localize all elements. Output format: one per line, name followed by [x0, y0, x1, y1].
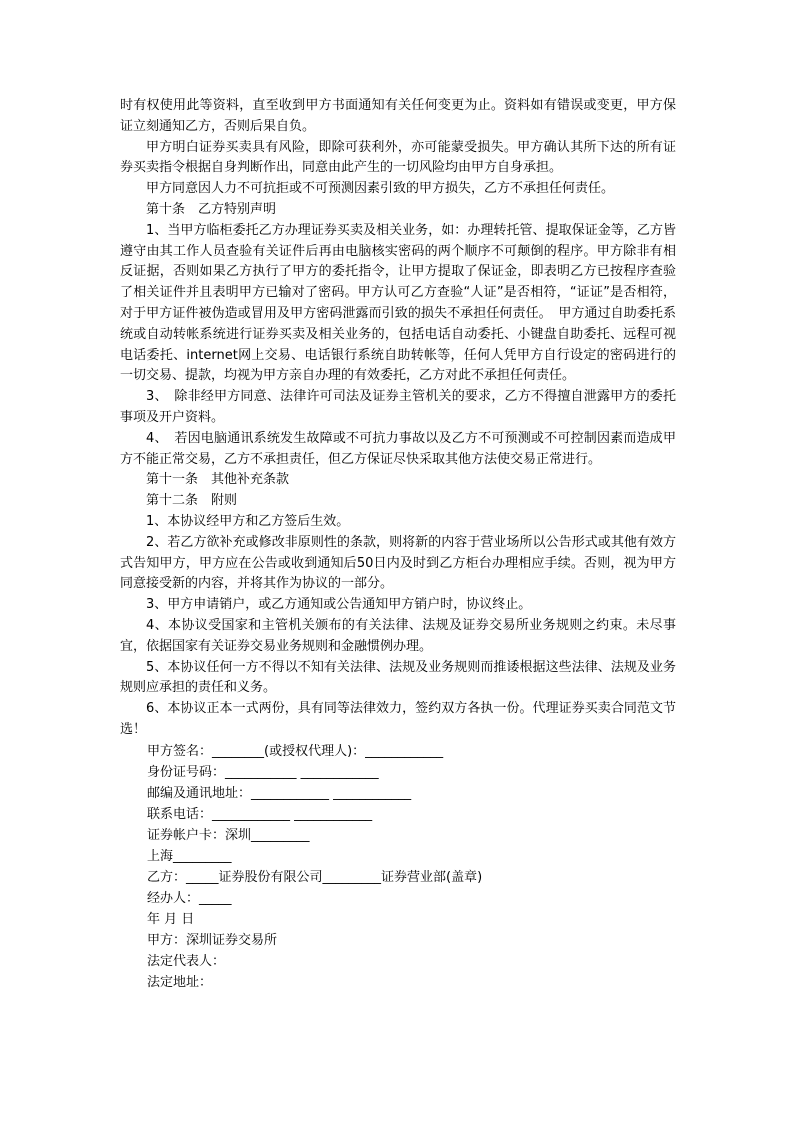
- paragraph: 1、当甲方临柜委托乙方办理证券买卖及相关业务，如：办理转托管、提取保证金等，乙方皆遵守由其工作人员查验有关证件后再由电脑核实密码的两个顺序不可颠倒的程序。甲方除非有相反证据，否则如果乙方执行了甲方的委托指令，让甲方提取了保证金，即表明乙方已按程序查验了相关证件并且表明甲方已输对了密码。甲方认可乙方查验“人证”是否相符，“证证”是否相符，对于甲方证件被伪造或冒用及甲方密码泄露而引致的损失不承担任何责任。 甲方通过自助委托系统或自动转帐系统进行证券买卖及相关业务的，包括电话自动委托、小键盘自助委托、远程可视电话委托、internet网上交易、电话银行系统自助转帐等，任何人凭甲方自行设定的密码进行的一切交易、提款，均视为甲方亲自办理的有效委托，乙方对此不承担任何责任。: [120, 222, 676, 384]
- paragraph: 时有权使用此等资料，直至收到甲方书面通知有关任何变更为止。资料如有错误或变更，甲方保证立刻通知乙方，否则后果自负。: [120, 98, 676, 134]
- paragraph: 3、甲方申请销户，或乙方通知或公告通知甲方销户时，协议终止。: [146, 597, 532, 613]
- paragraph: 2、若乙方欲补充或修改非原则性的条款，则将新的内容于营业场所以公告形式或其他有效方式告知甲方，甲方应在公告或收到通知后50日内及时到乙方柜台办理相应手续。否则，视为甲方同意接受新的内容，并将其作为协议的一部分。: [120, 534, 676, 592]
- paragraph: 1、本协议经甲方和乙方签后生效。: [146, 513, 350, 529]
- section-heading-article-10: 第十条 乙方特别声明: [146, 201, 277, 217]
- signature-line-account-shenzhen: 证券帐户卡：深圳_________: [147, 827, 310, 843]
- section-heading-article-11: 第十一条 其他补充条款: [146, 472, 290, 488]
- paragraph: 6、本协议正本一式两份，具有同等法律效力，签约双方各执一份。代理证券买卖合同范文节选！: [120, 701, 676, 737]
- signature-line-party-a: 甲方签名：________(或授权代理人)：____________: [147, 743, 444, 759]
- paragraph: 5、本协议任何一方不得以不知有关法律、法规及业务规则而推诿根据这些法律、法规及业务规则应承担的责任和义务。: [120, 659, 676, 696]
- paragraph: 4、 若因电脑通讯系统发生故障或不可抗力事故以及乙方不可预测或不可控制因素而造成甲方不能正常交易，乙方不承担责任，但乙方保证尽快采取其他方法使交易正常进行。: [120, 430, 676, 467]
- signature-line-party-b: 乙方：_____证券股份有限公司_________证券营业部(盖章): [147, 869, 483, 885]
- paragraph: 4、本协议受国家和主管机关颁布的有关法律、法规及证券交易所业务规则之约束。未尽事宜，依据国家有关证券交易业务规则和金融惯例办理。: [120, 617, 676, 654]
- signature-line-legal-rep: 法定代表人：: [147, 953, 226, 969]
- signature-line-id-number: 身份证号码：___________ ____________: [147, 764, 379, 780]
- paragraph: 甲方同意因人力不可抗拒或不可预测因素引致的甲方损失，乙方不承担任何责任。: [146, 181, 615, 197]
- signature-line-handler: 经办人：_____: [147, 890, 232, 906]
- signature-line-legal-address: 法定地址：: [147, 974, 213, 990]
- document-body: [120, 96, 676, 993]
- paragraph: 3、 除非经甲方同意、法律许可司法及证券主管机关的要求，乙方不得擅自泄露甲方的委托事项及开户资料。: [120, 389, 676, 425]
- signature-line-phone: 联系电话：____________ ____________: [147, 806, 373, 822]
- signature-line-address: 邮编及通讯地址：____________ ____________: [147, 785, 412, 801]
- signature-line-exchange: 甲方：深圳证券交易所: [147, 932, 278, 948]
- signature-block: [120, 741, 676, 993]
- signature-line-account-shanghai: 上海_________: [147, 848, 232, 864]
- section-heading-article-12: 第十二条 附则: [146, 493, 238, 509]
- paragraph: 甲方明白证券买卖具有风险，即除可获利外，亦可能蒙受损失。甲方确认其所下达的所有证券买卖指令根据自身判断作出，同意由此产生的一切风险均由甲方自身承担。: [120, 139, 676, 176]
- signature-line-date: 年 月 日: [147, 911, 195, 927]
